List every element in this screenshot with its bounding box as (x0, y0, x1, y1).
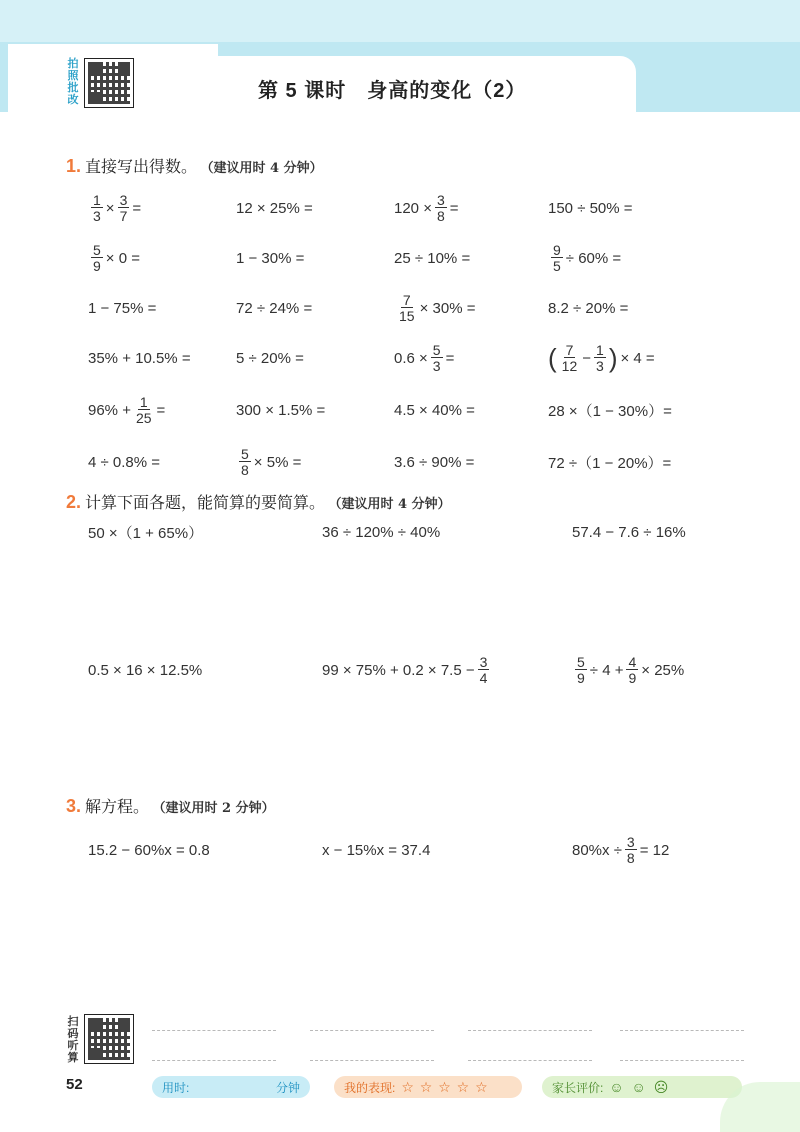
s1-problem-r0c1: 12 × 25% = (236, 199, 313, 217)
face-rating[interactable]: ☺ ☺ ☹ (609, 1078, 671, 1095)
fraction: $\frac{5}{8}$ (241, 446, 249, 478)
fraction: $\frac{5}{9}$ (577, 654, 585, 686)
s1-problem-r0c0: $\frac{1}{3}$ × $\frac{3}{7}$ = (93, 192, 142, 224)
fraction: $\frac{3}{4}$ (479, 654, 488, 686)
header-strip (0, 0, 800, 42)
s1-problem-r4c0: 96% + $\frac{1}{25}$ = (88, 394, 166, 426)
fraction: $\frac{1}{3}$ (596, 342, 604, 374)
fraction: $\frac{5}{9}$ (93, 242, 101, 274)
footer-qr-code[interactable] (84, 1014, 134, 1064)
s1-problem-r2c2: $\frac{7}{15}$ × 30% = (399, 292, 476, 324)
time-unit: 分钟 (275, 1080, 300, 1095)
scan-listen-label: 扫码听算 (67, 1016, 79, 1064)
parent-review-box (542, 1076, 742, 1098)
answer-line (310, 1060, 434, 1061)
s1-problem-r1c1: 1 − 30% = (236, 249, 305, 267)
performance-box (334, 1076, 522, 1098)
s1-problem-r2c1: 72 ÷ 24% = (236, 299, 313, 317)
s1-problem-r3c2: 0.6 × $\frac{5}{3}$ = (394, 342, 455, 374)
s1-problem-r5c1: $\frac{5}{8}$ × 5% = (241, 446, 302, 478)
page-number: 52 (66, 1076, 83, 1093)
fraction: $\frac{5}{3}$ (432, 342, 441, 374)
s1-problem-r5c3: 72 ÷（1 − 20%）= (548, 454, 672, 472)
answer-line (152, 1030, 276, 1031)
answer-line (152, 1060, 276, 1061)
s1-problem-r2c3: 8.2 ÷ 20% = (548, 299, 629, 317)
fraction: $\frac{7}{15}$ (399, 292, 415, 324)
section3-heading (66, 794, 275, 817)
section1-hint: （建议用时 4 分钟） (207, 161, 323, 176)
s1-problem-r1c3: $\frac{9}{5}$ ÷ 60% = (553, 242, 622, 274)
fraction: $\frac{3}{7}$ (119, 192, 128, 224)
s2-problem-3: 57.4 − 7.6 ÷ 16% (572, 523, 686, 541)
performance-label: 我的表现: (344, 1080, 396, 1095)
answer-line (620, 1030, 744, 1031)
s1-problem-r4c2: 4.5 × 40% = (394, 401, 475, 419)
section1-heading (66, 154, 323, 177)
fraction: $\frac{3}{8}$ (626, 834, 635, 866)
s1-problem-r1c0: $\frac{5}{9}$ × 0 = (93, 242, 140, 274)
answer-line (468, 1030, 592, 1031)
s1-problem-r1c2: 25 ÷ 10% = (394, 249, 471, 267)
s1-problem-r0c2: 120 × $\frac{3}{8}$ = (394, 192, 459, 224)
section3-hint: （建议用时 2 分钟） (159, 801, 275, 816)
s1-problem-r2c0: 1 − 75% = (88, 299, 157, 317)
fraction: $\frac{1}{25}$ (135, 394, 152, 426)
answer-line (310, 1030, 434, 1031)
fraction: $\frac{9}{5}$ (553, 242, 561, 274)
section3-number: 3. (66, 796, 82, 816)
s1-problem-r5c0: 4 ÷ 0.8% = (88, 453, 161, 471)
s2-problem-6: $\frac{5}{9}$ ÷ 4 + $\frac{4}{9}$ × 25% (577, 654, 685, 686)
fraction: $\frac{4}{9}$ (628, 654, 637, 686)
s1-problem-r3c3: ( $\frac{7}{12}$ − $\frac{1}{3}$ ) × 4 = (548, 342, 655, 374)
answer-line (468, 1060, 592, 1061)
page-title: 第 5 课时 身高的变化（2） (258, 80, 527, 102)
fraction: $\frac{7}{12}$ (561, 342, 578, 374)
section1-number: 1. (66, 156, 82, 176)
star-rating[interactable]: ☆ ☆ ☆ ☆ ☆ (401, 1078, 489, 1095)
s3-equation-3: 80%x ÷ $\frac{3}{8}$ = 12 (572, 834, 670, 866)
time-used-box (152, 1076, 310, 1098)
s2-problem-5: 99 × 75% + 0.2 × 7.5 − $\frac{3}{4}$ (322, 654, 488, 686)
s1-problem-r0c3: 150 ÷ 50% = (548, 199, 633, 217)
scan-correct-label: 拍照批改 (67, 58, 79, 106)
s1-problem-r3c1: 5 ÷ 20% = (236, 349, 304, 367)
s2-problem-4: 0.5 × 16 × 12.5% (88, 661, 203, 679)
fraction: $\frac{1}{3}$ (93, 192, 101, 224)
s1-problem-r4c3: 28 ×（1 − 30%）= (548, 402, 672, 420)
section2-number: 2. (66, 492, 82, 512)
section2-title: 计算下面各题，能简算的要简算。 (85, 495, 326, 512)
s3-equation-2: x − 15%x = 37.4 (322, 841, 431, 859)
parent-review-label: 家长评价: (552, 1080, 604, 1095)
answer-line (620, 1060, 744, 1061)
s3-equation-1: 15.2 − 60%x = 0.8 (88, 841, 210, 859)
time-label: 用时: (162, 1080, 190, 1095)
section2-hint: （建议用时 4 分钟） (335, 497, 451, 512)
s1-problem-r3c0: 35% + 10.5% = (88, 349, 191, 367)
s1-problem-r5c2: 3.6 ÷ 90% = (394, 453, 475, 471)
s2-problem-1: 50 ×（1 + 65%） (88, 524, 204, 542)
header-qr-code[interactable] (84, 58, 134, 108)
section3-title: 解方程。 (85, 799, 150, 816)
fraction: $\frac{3}{8}$ (436, 192, 445, 224)
section1-title: 直接写出得数。 (85, 159, 198, 176)
s2-problem-2: 36 ÷ 120% ÷ 40% (322, 523, 441, 541)
s1-problem-r4c1: 300 × 1.5% = (236, 401, 326, 419)
